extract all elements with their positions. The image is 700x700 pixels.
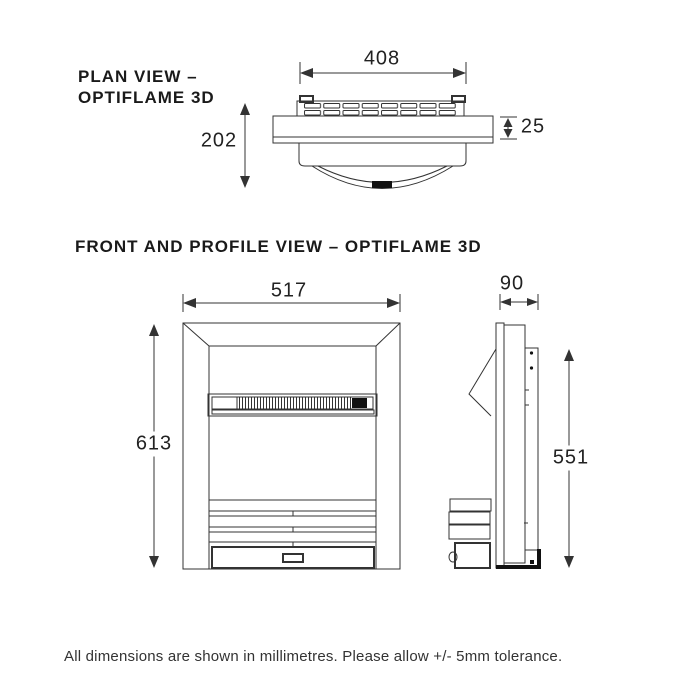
profile-dim-depth-label: 90 [499,272,525,295]
profile-back-box [525,348,538,550]
plan-dim-depth-arrow [500,117,517,139]
profile-bracket-horizontal [496,565,541,569]
front-grille-black-box [352,398,367,408]
front-bevel-left [183,323,209,346]
profile-dim-height-label: 551 [550,446,592,471]
profile-body [504,325,525,563]
plan-glass-inner-arc [318,166,447,183]
plan-firebox [299,143,466,166]
profile-bracket-dot [530,560,534,564]
profile-louvre-3 [449,525,490,539]
front-profile-title: FRONT AND PROFILE VIEW – OPTIFLAME 3D [75,237,482,256]
profile-front-plate [496,323,504,568]
front-dim-height-label: 613 [133,432,175,457]
front-louvre-1 [209,500,376,511]
front-grille-subbar [212,410,374,414]
plan-view-drawing [240,62,517,189]
profile-dim-depth-arrow [500,294,538,310]
front-louvre-3 [209,532,376,542]
profile-view-drawing [449,294,574,569]
profile-glass-wedge [469,349,496,416]
profile-bottom-box [455,543,490,568]
profile-louvre-1 [450,499,491,511]
front-dim-width-label: 517 [270,279,308,302]
plan-dim-depth-label: 25 [520,115,546,138]
front-bevel-right [376,323,400,346]
tolerance-note: All dimensions are shown in millimetres. Please allow +/- 5mm tolerance. [64,648,563,665]
front-grille-hatch [238,398,352,409]
front-bottom-panel [212,547,374,568]
plan-dim-height-arrow [240,103,250,188]
plan-dim-height-label: 202 [200,129,238,152]
profile-louvre-2 [449,512,490,524]
plan-fascia [273,116,493,143]
plan-view-title-line1: PLAN VIEW – [78,67,198,86]
plan-view-title [78,66,215,108]
plan-grille-cells-row2 [303,110,457,117]
plan-latch [372,181,392,188]
front-panel-badge [283,554,303,562]
plan-dim-width-label: 408 [363,47,401,70]
profile-fixing-dot-2 [530,366,533,369]
profile-fixing-dot-1 [530,351,533,354]
front-louvre-2 [209,516,376,527]
front-view-drawing [149,294,400,569]
plan-view-title-line2: OPTIFLAME 3D [78,88,215,107]
plan-grille-cells-row1 [303,103,457,110]
